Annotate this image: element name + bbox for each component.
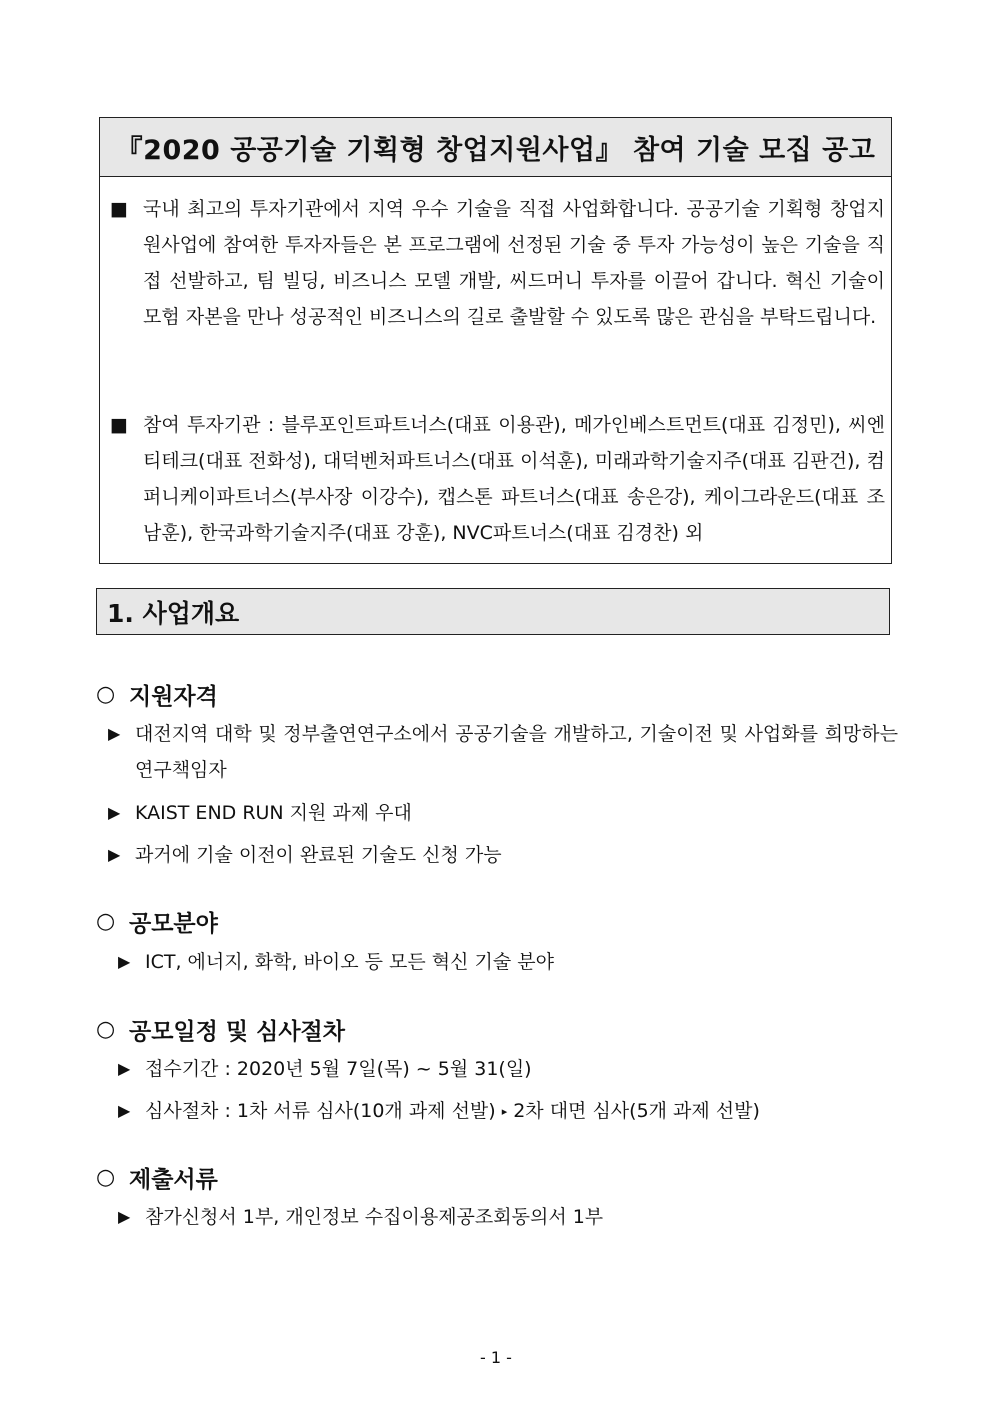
announcement-title: 『2020 공공기술 기획형 창업지원사업』 참여 기술 모집 공고 xyxy=(100,118,891,177)
list-item xyxy=(108,837,898,873)
arrow-bullet-icon: ▶ xyxy=(118,1059,131,1078)
subsection-title: 공모분야 xyxy=(129,911,218,937)
subsection-title: 제출서류 xyxy=(129,1167,218,1193)
arrow-bullet-icon: ▶ xyxy=(118,1207,131,1226)
arrow-bullet-icon: ▶ xyxy=(118,1101,131,1120)
arrow-bullet-icon: ▶ xyxy=(108,803,121,822)
list-item xyxy=(118,1199,898,1235)
list-item-text xyxy=(145,1093,898,1130)
circle-bullet-icon: ○ xyxy=(96,1017,116,1042)
list-item-text: KAIST END RUN 지원 과제 우대 xyxy=(135,802,412,824)
list-item xyxy=(118,1051,898,1087)
circle-bullet-icon: ○ xyxy=(96,1165,116,1190)
intro-paragraph xyxy=(110,191,885,335)
circle-bullet-icon: ○ xyxy=(96,909,116,934)
list-item xyxy=(108,795,898,831)
process-step-two: 2차 대면 심사(5개 과제 선발) xyxy=(513,1100,760,1122)
circle-bullet-icon: ○ xyxy=(96,682,116,707)
process-step-one: 심사절차 : 1차 서류 심사(10개 과제 선발) xyxy=(145,1100,496,1122)
list-item-text: 참가신청서 1부, 개인정보 수집이용제공조회동의서 1부 xyxy=(145,1206,604,1228)
intro-text: 국내 최고의 투자기관에서 지역 우수 기술을 직접 사업화합니다. 공공기술 기획형 창업지원사업에 참여한 투자자들은 본 프로그램에 선정된 기술 중 투자 가능성이 높은 기술을 직접 선발하고, 팀 빌딩, 비즈니스 모델 개발, 씨드머니 투자를 이끌어 갑니다. 혁신 기술이 모험 자본을 만나 성공적인 비즈니스의 길로 출발할 수 있도록 많은 관심을 부탁드립니다. xyxy=(143,198,885,328)
subsection-field xyxy=(96,905,218,938)
arrow-bullet-icon: ▶ xyxy=(118,952,131,971)
subsection-qualification xyxy=(96,678,218,711)
list-item-text: 대전지역 대학 및 정부출연연구소에서 공공기술을 개발하고, 기술이전 및 사업화를 희망하는 연구책임자 xyxy=(135,723,898,781)
section-heading: 1. 사업개요 xyxy=(96,588,890,635)
investors-text: 참여 투자기관 : 블루포인트파트너스(대표 이용관), 메가인베스트먼트(대표 김정민), 씨엔티테크(대표 전화성), 대덕벤처파트너스(대표 이석훈), 미래과학기술지주(대표 김판건), 컴퍼니케이파트너스(부사장 이강수), 캡스톤 파트너스(대표 송은강), 케이그라운드(대표 조남훈), 한국과학기술지주(대표 강훈), NVC파트너스(대표 김경찬) 외 xyxy=(143,414,885,544)
subsection-documents xyxy=(96,1161,218,1194)
subsection-title: 공모일정 및 심사절차 xyxy=(129,1019,345,1045)
small-arrow-icon: ▸ xyxy=(501,1104,508,1118)
arrow-bullet-icon: ▶ xyxy=(108,724,121,743)
list-item xyxy=(108,716,898,788)
announcement-box xyxy=(99,117,892,564)
subsection-schedule xyxy=(96,1013,345,1046)
list-item xyxy=(118,944,898,980)
investors-paragraph xyxy=(110,407,885,551)
square-bullet-icon: ■ xyxy=(110,414,128,436)
square-bullet-icon: ■ xyxy=(110,198,128,220)
list-item-text: ICT, 에너지, 화학, 바이오 등 모든 혁신 기술 분야 xyxy=(145,951,554,973)
subsection-title: 지원자격 xyxy=(129,684,218,710)
list-item-text: 과거에 기술 이전이 완료된 기술도 신청 가능 xyxy=(135,844,502,866)
list-item xyxy=(118,1093,898,1130)
list-item-text: 접수기간 : 2020년 5월 7일(목) ~ 5월 31(일) xyxy=(145,1058,532,1080)
page-number: - 1 - xyxy=(480,1348,512,1367)
arrow-bullet-icon: ▶ xyxy=(108,845,121,864)
